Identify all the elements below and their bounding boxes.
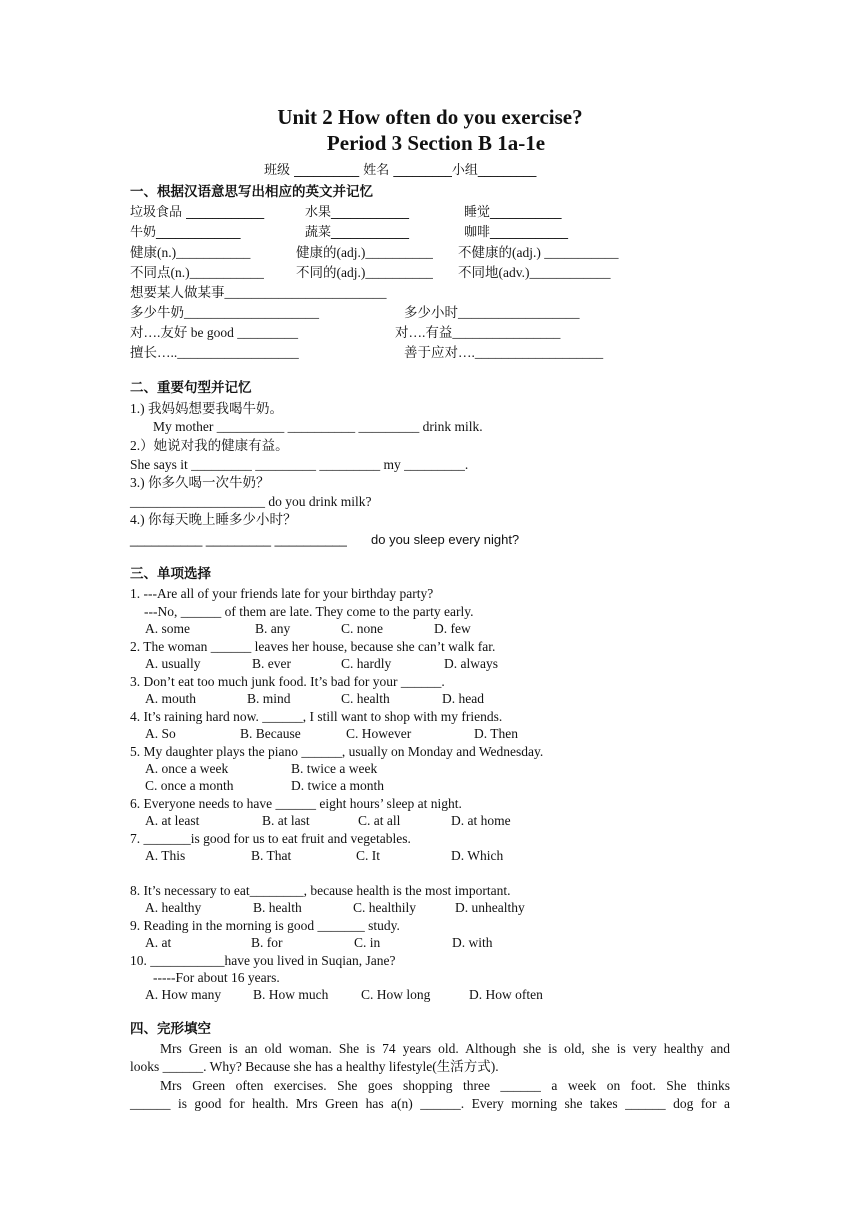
option: D. head — [442, 691, 484, 706]
option: D. Then — [474, 726, 518, 741]
option: B. Because — [240, 726, 301, 741]
sentence-answer: My mother __________ __________ _________ drink milk. — [153, 419, 483, 434]
vocab-item: 不同的(adj.)__________ — [296, 265, 433, 280]
cloze-paragraph-2 — [130, 1077, 730, 1113]
question-stem: 8. It’s necessary to eat________, because health is the most important. — [130, 883, 511, 898]
question-stem: -----For about 16 years. — [153, 970, 280, 985]
vocab-item: 睡觉___________ — [464, 205, 562, 220]
cloze-paragraph-1 — [130, 1040, 730, 1076]
vocab-item: 蔬菜____________ — [305, 225, 410, 240]
option: C. at all — [358, 813, 401, 828]
option: B. That — [251, 848, 292, 863]
vocab-item: 善于应对….___________________ — [404, 345, 604, 360]
sentence-prompt: 4.) 你每天晚上睡多少小时？ — [130, 512, 297, 527]
vocab-item: 不同点(n.)___________ — [130, 265, 264, 280]
option: A. some — [145, 621, 190, 636]
cloze-line: looks ______. Why? Because she has a healthy lifestyle(生活方式). — [130, 1059, 499, 1074]
option: D. few — [434, 621, 471, 636]
vocab-item: 对….友好 be good _________ — [130, 325, 298, 340]
option: C. once a month — [145, 778, 234, 793]
student-info-line: 班级 __________ 姓名 _________小组_________ — [264, 163, 537, 178]
option: C. How long — [361, 987, 431, 1002]
sentence-prompt: 2.）她说对我的健康有益。 — [130, 438, 289, 453]
option: A. once a week — [145, 761, 229, 776]
sentence-answer: do you sleep every night? — [371, 532, 520, 547]
question-stem: 1. ---Are all of your friends late for your birthday party? — [130, 586, 434, 601]
option: A. at — [145, 935, 172, 950]
sentence-answer-blanks: __________ _________ __________ — [130, 532, 347, 547]
cloze-line: Mrs Green often exercises. She goes shopping three ______ a week on foot. She thinks — [160, 1078, 730, 1093]
question-stem: ---No, ______ of them are late. They come to the party early. — [144, 604, 474, 619]
vocab-item: 不同地(adv.)____________ — [458, 265, 611, 280]
option: A. usually — [145, 656, 201, 671]
section3-heading: 三、单项选择 — [130, 566, 211, 582]
vocab-item: 对….有益________________ — [395, 325, 561, 340]
option: B. twice a week — [291, 761, 378, 776]
vocab-item: 不健康的(adj.) ___________ — [458, 245, 619, 260]
question-stem: 7. _______is good for us to eat fruit and vegetables. — [130, 831, 411, 846]
section2-heading: 二、重要句型并记忆 — [130, 380, 252, 396]
vocab-item: 多少小时__________________ — [404, 305, 580, 320]
option: B. for — [251, 935, 283, 950]
worksheet-title: Unit 2 How often do you exercise? — [277, 105, 583, 129]
question-stem: 6. Everyone needs to have ______ eight hours’ sleep at night. — [130, 796, 462, 811]
vocab-item: 擅长…..__________________ — [130, 345, 299, 360]
cloze-line: Mrs Green is an old woman. She is 74 years old. Although she is old, she is very healthy and — [160, 1041, 730, 1056]
option: C. health — [341, 691, 390, 706]
vocab-item: 健康的(adj.)__________ — [296, 245, 433, 260]
cloze-line: ______ is good for health. Mrs Green has a(n) ______. Every morning she takes ______ dog for a — [130, 1096, 730, 1111]
vocab-item: 咖啡____________ — [464, 225, 569, 240]
option: C. However — [346, 726, 412, 741]
option: B. How much — [253, 987, 329, 1002]
question-stem: 9. Reading in the morning is good _______ study. — [130, 918, 400, 933]
question-stem: 10. ___________have you lived in Suqian, Jane? — [130, 953, 396, 968]
option: A. This — [145, 848, 186, 863]
vocab-item: 想要某人做某事________________________ — [130, 285, 387, 300]
option: B. ever — [252, 656, 291, 671]
sentence-answer: She says it _________ _________ _________ my _________. — [130, 457, 469, 472]
worksheet-subtitle: Period 3 Section B 1a-1e — [326, 131, 546, 155]
option: A. So — [145, 726, 176, 741]
vocab-item: 牛奶_____________ — [130, 225, 241, 240]
option: A. mouth — [145, 691, 197, 706]
sentence-prompt: 3.) 你多久喝一次牛奶？ — [130, 475, 270, 490]
question-stem: 5. My daughter plays the piano ______, usually on Monday and Wednesday. — [130, 744, 544, 759]
option: D. twice a month — [291, 778, 384, 793]
option: D. How often — [469, 987, 543, 1002]
sentence-prompt: 1.) 我妈妈想要我喝牛奶。 — [130, 401, 283, 416]
question-stem: 2. The woman ______ leaves her house, because she can’t walk far. — [130, 639, 496, 654]
option: C. It — [356, 848, 381, 863]
option: D. always — [444, 656, 498, 671]
option: C. none — [341, 621, 383, 636]
vocab-item: 健康(n.)___________ — [130, 245, 251, 260]
vocab-item: 水果____________ — [305, 205, 410, 220]
option: A. healthy — [145, 900, 202, 915]
option: D. Which — [451, 848, 504, 863]
sentence-answer: ____________________ do you drink milk? — [130, 494, 372, 509]
section4-heading: 四、完形填空 — [130, 1021, 211, 1037]
option: A. How many — [145, 987, 222, 1002]
vocab-item: 多少牛奶____________________ — [130, 305, 319, 320]
question-stem: 4. It’s raining hard now. ______, I still want to shop with my friends. — [130, 709, 503, 724]
section1-heading: 一、根据汉语意思写出相应的英文并记忆 — [130, 184, 373, 200]
option: C. healthily — [353, 900, 416, 915]
option: B. at last — [262, 813, 310, 828]
option: D. at home — [451, 813, 511, 828]
option: B. health — [253, 900, 302, 915]
option: C. hardly — [341, 656, 392, 671]
vocab-item: 垃圾食品 ____________ — [130, 205, 265, 220]
option: B. any — [255, 621, 291, 636]
option: D. with — [452, 935, 493, 950]
option: D. unhealthy — [455, 900, 525, 915]
option: C. in — [354, 935, 381, 950]
option: B. mind — [247, 691, 291, 706]
option: A. at least — [145, 813, 200, 828]
question-stem: 3. Don’t eat too much junk food. It’s bad for your ______. — [130, 674, 445, 689]
